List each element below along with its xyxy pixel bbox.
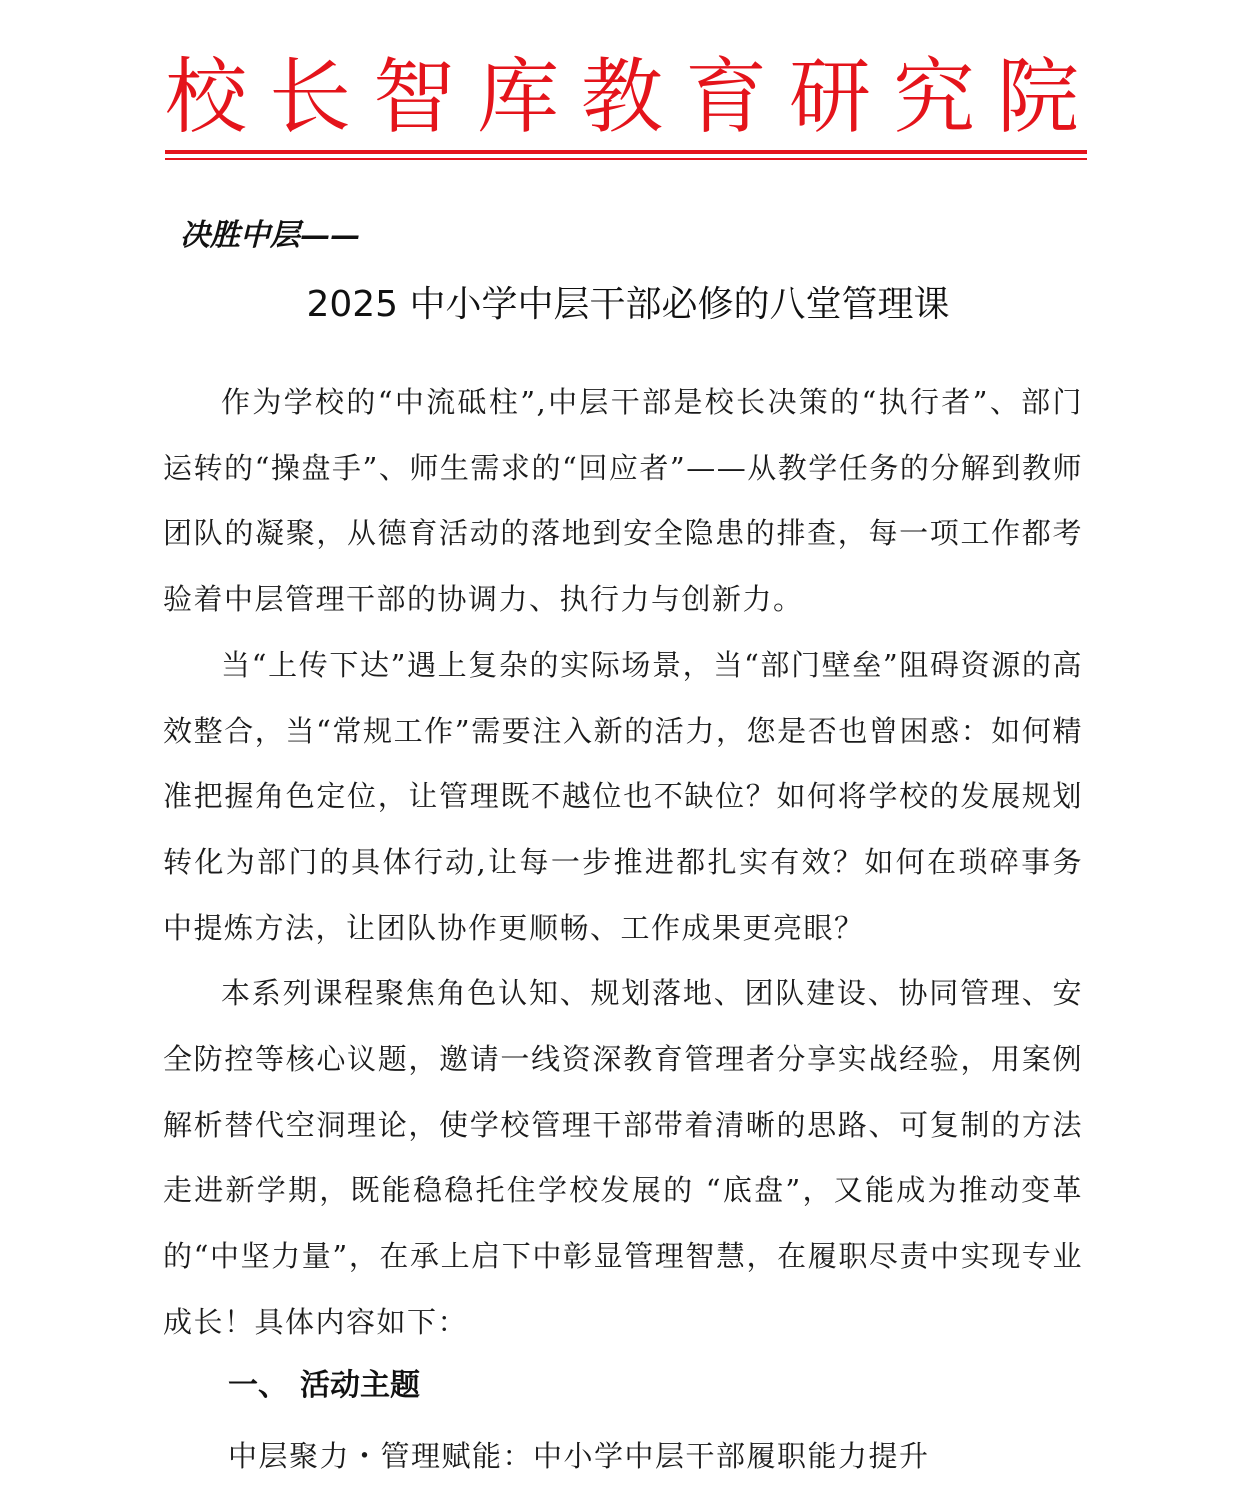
section-title: 活动主题 [300, 1368, 420, 1403]
document-headline: 2025 中小学中层干部必修的八堂管理课 [306, 284, 950, 325]
paragraph-course-summary: 本系列课程聚焦角色认知、规划落地、团队建设、协同管理、安全防控等核心议题，邀请一线资深教育管理者分享实战经验，用案例解析替代空洞理论，使学校管理干部带着清晰的思路、可复制的方法走进新学期，既能稳稳托住学校发展的 “底盘”，又能成为推动变革的“中坚力量”，在承上启下中彰显管理智慧，在履职尽责中实现专业成长！具体内容如下： [163, 976, 1083, 1339]
letterhead [165, 40, 1102, 170]
paragraph-intro: 作为学校的“中流砥柱”,中层干部是校长决策的“执行者”、部门运转的“操盘手”、师生需求的“回应者”——从教学任务的分解到教师团队的凝聚，从德育活动的落地到安全隐患的排查，每一项工作都考验着中层管理干部的协调力、执行力与创新力。 [163, 385, 1083, 617]
organization-name: 校长智库教育研究院 [165, 50, 1102, 145]
kicker-title: 决胜中层—— [180, 218, 360, 253]
section-heading [228, 1360, 420, 1412]
paragraph-questions: 当“上传下达”遇上复杂的实际场景，当“部门壁垒”阻碍资源的高效整合，当“常规工作”需要注入新的活力，您是否也曾困惑：如何精准把握角色定位，让管理既不越位也不缺位？如何将学校的发展规划转化为部门的具体行动,让每一步推进都扎实有效？如何在琐碎事务中提炼方法，让团队协作更顺畅、工作成果更亮眼？ [163, 647, 1083, 945]
activity-theme: 中层聚力・管理赋能：中小学中层干部履职能力提升 [228, 1439, 930, 1473]
letterhead-rule-thin [165, 158, 1087, 160]
letterhead-rule-thick [165, 150, 1087, 154]
section-number: 一、 [228, 1368, 288, 1403]
body-text [163, 370, 1083, 1356]
